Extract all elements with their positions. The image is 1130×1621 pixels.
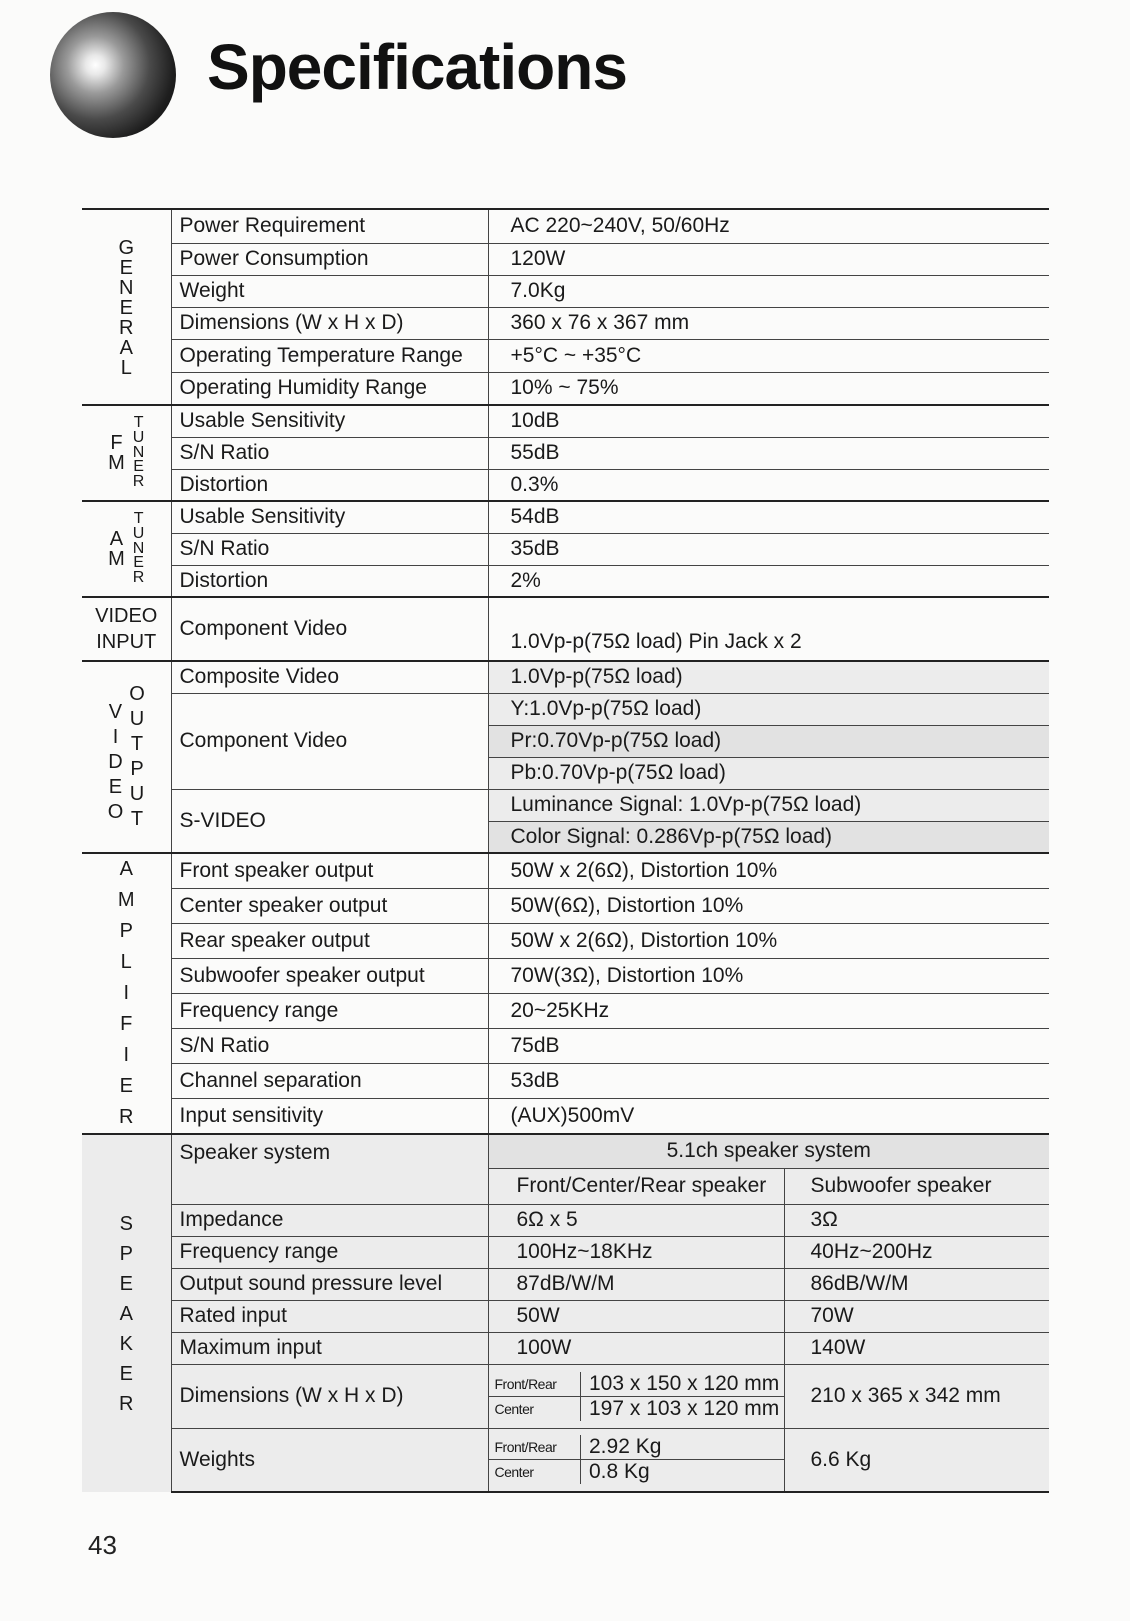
spec-value: 2.92 Kg [581, 1435, 784, 1460]
category-letter: M [108, 548, 125, 570]
spec-label: Rated input [171, 1300, 488, 1332]
table-row [82, 1204, 1049, 1236]
category-letter: U [129, 708, 145, 730]
spec-value: 20~25KHz [488, 994, 1049, 1029]
category-letter: I [123, 1044, 130, 1066]
table-row [82, 1268, 1049, 1300]
sub-label: Front/Rear [494, 1439, 557, 1456]
spec-value: 70W(3Ω), Distortion 10% [488, 958, 1049, 993]
category-letter: T [133, 414, 144, 432]
spec-value: Luminance Signal: 1.0Vp-p(75Ω load) [488, 789, 1049, 821]
category-amplifier [82, 853, 171, 1134]
spec-value: 86dB/W/M [784, 1268, 1049, 1300]
spec-label: Composite Video [171, 661, 488, 693]
spec-value: 54dB [488, 501, 1049, 533]
category-letter: N [132, 443, 145, 461]
table-row [82, 209, 1049, 243]
spec-label: Frequency range [171, 994, 488, 1029]
spec-label: Dimensions (W x H x D) [171, 307, 488, 339]
category-letter: N [132, 539, 145, 557]
table-row [82, 275, 1049, 307]
spec-label: S/N Ratio [171, 533, 488, 565]
category-letter: V [108, 701, 123, 723]
category-letter: M [117, 889, 135, 911]
spec-value: AC 220~240V, 50/60Hz [488, 209, 1049, 243]
category-speaker [82, 1134, 171, 1492]
dimensions-subtable [488, 1364, 784, 1428]
spec-label: Frequency range [171, 1236, 488, 1268]
category-video-output [82, 661, 171, 853]
spec-value: 103 x 150 x 120 mm [581, 1372, 784, 1397]
category-letter: D [108, 751, 123, 773]
spec-value: 40Hz~200Hz [784, 1236, 1049, 1268]
spec-label: Impedance [171, 1204, 488, 1236]
spec-label: Usable Sensitivity [171, 501, 488, 533]
table-row [82, 661, 1049, 693]
category-letter: O [107, 801, 124, 823]
category-letter: O [129, 683, 145, 705]
table-row [82, 1332, 1049, 1364]
category-letter: U [132, 524, 145, 542]
spec-label: Power Consumption [171, 243, 488, 275]
table-row [82, 789, 1049, 821]
category-letter: P [119, 1242, 133, 1265]
spec-value: 75dB [488, 1029, 1049, 1064]
speaker-system-header: 5.1ch speaker system [488, 1134, 1049, 1168]
category-video-input [82, 597, 171, 661]
spec-value: 70W [784, 1300, 1049, 1332]
category-am-tuner [82, 501, 171, 597]
spec-value: Pb:0.70Vp-p(75Ω load) [488, 757, 1049, 789]
table-row [82, 994, 1049, 1029]
spec-label: Front speaker output [171, 853, 488, 888]
category-letter: T [133, 510, 144, 528]
table-row [82, 307, 1049, 339]
spec-value: 100W [488, 1332, 784, 1364]
spec-label: Rear speaker output [171, 923, 488, 958]
category-letter: A [119, 858, 133, 880]
category-letter: N [119, 277, 134, 299]
table-row [82, 853, 1049, 888]
category-letter: E [119, 1272, 133, 1295]
spec-value: (AUX)500mV [488, 1099, 1049, 1134]
vertical-category-label [119, 1209, 133, 1419]
spec-value: 1.0Vp-p(75Ω load) Pin Jack x 2 [488, 597, 1049, 661]
spec-label: Component Video [171, 597, 488, 661]
category-letter: T [130, 733, 144, 755]
table-row [82, 243, 1049, 275]
spec-label: Weight [171, 275, 488, 307]
weights-subtable [488, 1428, 784, 1492]
category-letter: E [119, 297, 133, 319]
spec-label: Input sensitivity [171, 1099, 488, 1134]
vertical-category-label [118, 238, 134, 378]
spec-value: 2% [488, 565, 1049, 597]
spec-value: 35dB [488, 533, 1049, 565]
category-letter: A [109, 528, 124, 550]
spec-label: Usable Sensitivity [171, 405, 488, 437]
table-row [82, 1029, 1049, 1064]
category-letter: I [112, 726, 119, 748]
category-letter: R [132, 569, 145, 587]
vertical-category-label [118, 854, 135, 1133]
spec-value: 3Ω [784, 1204, 1049, 1236]
table-row [82, 958, 1049, 993]
title-bullet-ball [50, 12, 176, 138]
category-letter: T [130, 808, 144, 830]
category-letter: L [120, 357, 132, 379]
category-letter: A [119, 1302, 133, 1325]
table-row [82, 372, 1049, 405]
category-letter: A [119, 337, 133, 359]
spec-value: 87dB/W/M [488, 1268, 784, 1300]
sub-label: Center [489, 1396, 581, 1421]
spec-value: 50W x 2(6Ω), Distortion 10% [488, 853, 1049, 888]
spec-value: Pr:0.70Vp-p(75Ω load) [488, 725, 1049, 757]
vertical-category-label [108, 529, 125, 569]
table-row [82, 888, 1049, 923]
column-header-front: Front/Center/Rear speaker [488, 1168, 784, 1204]
spec-value: 120W [488, 243, 1049, 275]
spec-label: Center speaker output [171, 888, 488, 923]
category-letter: R [119, 1392, 134, 1415]
category-letter: G [118, 237, 135, 259]
category-letter: S [119, 1212, 133, 1235]
table-row [82, 1099, 1049, 1134]
column-header-subwoofer: Subwoofer speaker [784, 1168, 1049, 1204]
vertical-category-label [108, 433, 125, 473]
spec-value: 210 x 365 x 342 mm [784, 1364, 1049, 1428]
category-letter: E [119, 1362, 133, 1385]
spec-label: Dimensions (W x H x D) [171, 1364, 488, 1428]
spec-label: Output sound pressure level [171, 1268, 488, 1300]
spec-value: 7.0Kg [488, 275, 1049, 307]
table-row [82, 1364, 1049, 1428]
page-number: 43 [88, 1530, 117, 1560]
spec-value: 1.0Vp-p(75Ω load) [488, 661, 1049, 693]
page-title: Specifications [207, 31, 627, 103]
spec-value: 140W [784, 1332, 1049, 1364]
table-row [82, 1134, 1049, 1168]
table-row [82, 1236, 1049, 1268]
spec-value: 10dB [488, 405, 1049, 437]
vertical-category-label [129, 682, 145, 832]
table-row [82, 693, 1049, 725]
spec-label: Channel separation [171, 1064, 488, 1099]
category-line: VIDEO [95, 605, 158, 627]
spec-label: S/N Ratio [171, 437, 488, 469]
category-letter: M [108, 452, 125, 474]
spec-value: 50W(6Ω), Distortion 10% [488, 888, 1049, 923]
spec-value: +5°C ~ +35°C [488, 339, 1049, 372]
spec-label: Distortion [171, 565, 488, 597]
category-letter: E [133, 554, 144, 572]
vertical-category-label [133, 512, 145, 586]
category-line: INPUT [96, 631, 157, 653]
spec-value: 53dB [488, 1064, 1049, 1099]
spec-value: 50W x 2(6Ω), Distortion 10% [488, 923, 1049, 958]
spec-value: 55dB [488, 437, 1049, 469]
table-row [82, 437, 1049, 469]
spec-value: 6Ω x 5 [488, 1204, 784, 1236]
category-letter: R [119, 1106, 134, 1128]
table-row [82, 565, 1049, 597]
category-letter: P [130, 758, 144, 780]
spec-label: S-VIDEO [171, 789, 488, 853]
table-row [82, 923, 1049, 958]
spec-label: Component Video [171, 693, 488, 789]
category-letter: U [132, 428, 145, 446]
specifications-table [82, 208, 1049, 1493]
category-fm-tuner [82, 405, 171, 501]
category-letter: E [133, 458, 144, 476]
spec-value: 6.6 Kg [784, 1428, 1049, 1492]
spec-label: Distortion [171, 469, 488, 501]
vertical-category-label [133, 416, 145, 490]
category-letter: E [119, 1075, 133, 1097]
spec-label: Speaker system [171, 1134, 488, 1204]
vertical-category-label [108, 700, 124, 825]
category-letter: R [132, 473, 145, 491]
category-letter: E [119, 257, 133, 279]
table-row [82, 1428, 1049, 1492]
category-letter: I [123, 982, 130, 1004]
category-letter: E [108, 776, 123, 798]
spec-value: 197 x 103 x 120 mm [581, 1396, 784, 1421]
table-row [82, 469, 1049, 501]
spec-value: Color Signal: 0.286Vp-p(75Ω load) [488, 821, 1049, 853]
table-row [82, 1300, 1049, 1332]
category-letter: L [120, 951, 132, 973]
spec-label: Maximum input [171, 1332, 488, 1364]
sub-label: Front/Rear [494, 1375, 557, 1392]
category-letter: K [119, 1332, 133, 1355]
category-letter: P [119, 920, 133, 942]
category-letter: R [119, 317, 134, 339]
sub-label: Center [489, 1460, 581, 1485]
spec-label: Weights [171, 1428, 488, 1492]
spec-label: Subwoofer speaker output [171, 958, 488, 993]
spec-value: 0.8 Kg [581, 1460, 784, 1485]
category-general [82, 209, 171, 405]
spec-value: 360 x 76 x 367 mm [488, 307, 1049, 339]
table-row [82, 501, 1049, 533]
spec-value: Y:1.0Vp-p(75Ω load) [488, 693, 1049, 725]
spec-value: 100Hz~18KHz [488, 1236, 784, 1268]
category-letter: F [120, 1013, 133, 1035]
table-row [82, 1064, 1049, 1099]
spec-label: Operating Temperature Range [171, 339, 488, 372]
spec-label: S/N Ratio [171, 1029, 488, 1064]
table-row [82, 597, 1049, 661]
spec-value: 10% ~ 75% [488, 372, 1049, 405]
spec-value: 50W [488, 1300, 784, 1332]
table-row [82, 533, 1049, 565]
category-letter: U [129, 783, 145, 805]
spec-label: Power Requirement [171, 209, 488, 243]
table-row [82, 405, 1049, 437]
table-row [82, 339, 1049, 372]
category-letter: F [110, 432, 123, 454]
spec-label: Operating Humidity Range [171, 372, 488, 405]
spec-value: 0.3% [488, 469, 1049, 501]
